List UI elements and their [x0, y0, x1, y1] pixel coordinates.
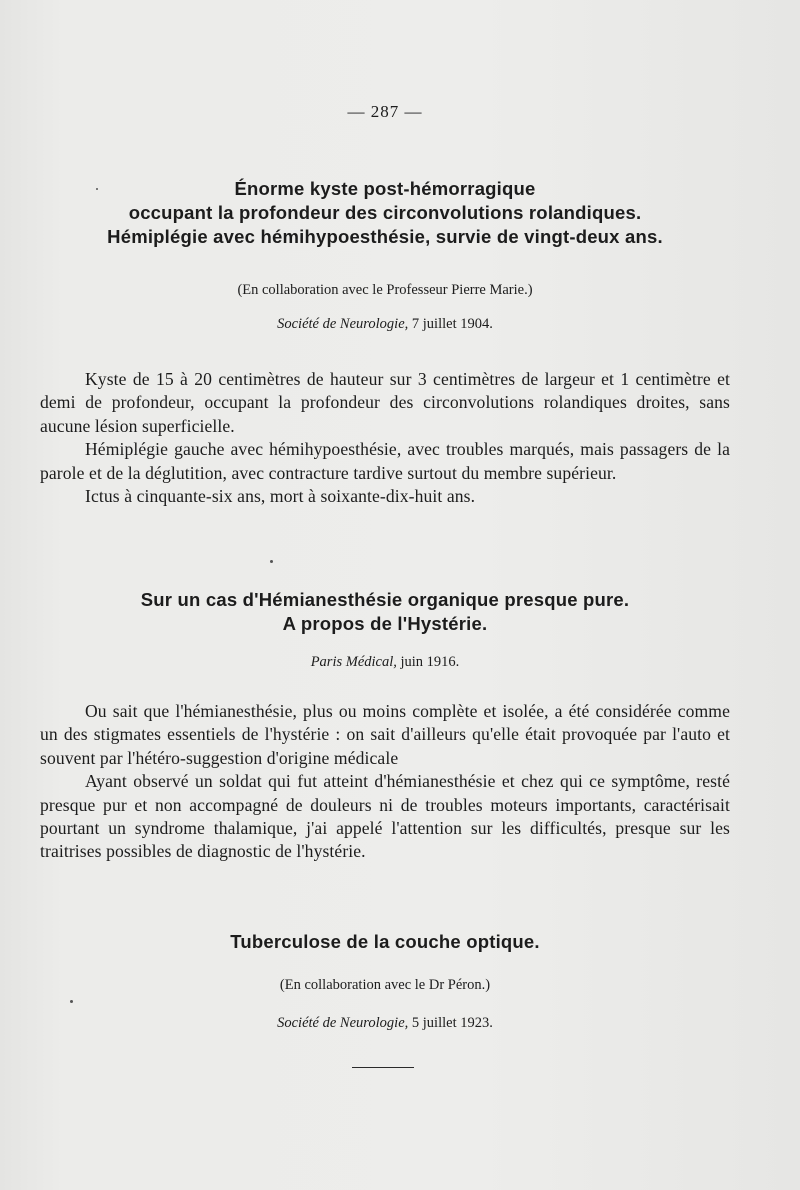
article-title-line: Hémiplégie avec hémihypoesthésie, survie de vingt-deux ans. — [107, 226, 663, 247]
print-speck — [70, 1000, 73, 1003]
print-speck — [96, 188, 98, 190]
page-number: — 287 — — [347, 102, 423, 121]
article-kyste — [40, 177, 730, 249]
collaboration-note: (En collaboration avec le Professeur Pierre Marie.) — [237, 282, 533, 298]
source-citation — [40, 314, 730, 334]
article-title-line: Énorme kyste post-hémorragique — [234, 178, 536, 199]
source-date: juin 1916. — [400, 654, 460, 670]
paragraph: Ayant observé un soldat qui fut atteint d'hémianesthésie et chez qui ce symptôme, resté presque pur et non accompagné de douleurs ni de troubles moteurs importants, caractérisait pourtant un syndrome thalamique, j'ai appelé l'attention sur les difficultés, presque sur les traitrises possibles de diagnostic de l'hystérie. — [40, 771, 730, 862]
article-title-line: Tuberculose de la couche optique. — [230, 931, 540, 952]
source-date: 7 juillet 1904. — [411, 316, 493, 332]
end-rule — [352, 1067, 414, 1068]
source-citation — [40, 652, 730, 672]
paragraph: Ictus à cinquante-six ans, mort à soixante-dix-huit ans. — [85, 486, 476, 507]
print-speck — [270, 560, 273, 563]
source-journal: Paris Médical, — [310, 654, 397, 670]
paragraph: Kyste de 15 à 20 centimètres de hauteur sur 3 centimètres de largeur et 1 centimètre et demi de profondeur, occupant la profondeur des circonvolutions rolandiques droites, sans aucune lésion superficielle. — [40, 369, 730, 436]
source-journal: Société de Neurologie, — [277, 1015, 409, 1031]
paragraph: Ou sait que l'hémianesthésie, plus ou moins complète et isolée, a été considérée comme un des stigmates essentiels de l'hystérie : on sait d'ailleurs qu'elle était provoquée par l'auto et souvent par l'hétéro-suggestion d'origine médicale — [40, 701, 730, 768]
paragraph: Hémiplégie gauche avec hémihypoesthésie, avec troubles marqués, mais passagers de la parole et de la déglutition, avec contracture tardive surtout du membre supérieur. — [40, 439, 730, 483]
source-date: 5 juillet 1923. — [411, 1015, 493, 1031]
article-title-line: Sur un cas d'Hémianesthésie organique presque pure. — [140, 589, 630, 610]
source-citation — [40, 1013, 730, 1033]
article-body — [40, 700, 730, 864]
source-journal: Société de Neurologie, — [277, 316, 409, 332]
article-title-line: occupant la profondeur des circonvolutions rolandiques. — [128, 202, 642, 223]
article-tuberculose — [40, 930, 730, 954]
collaboration-note: (En collaboration avec le Dr Péron.) — [279, 977, 491, 993]
article-title-line: A propos de l'Hystérie. — [282, 613, 488, 634]
article-hemianesthesie — [40, 588, 730, 636]
article-body — [40, 368, 730, 508]
